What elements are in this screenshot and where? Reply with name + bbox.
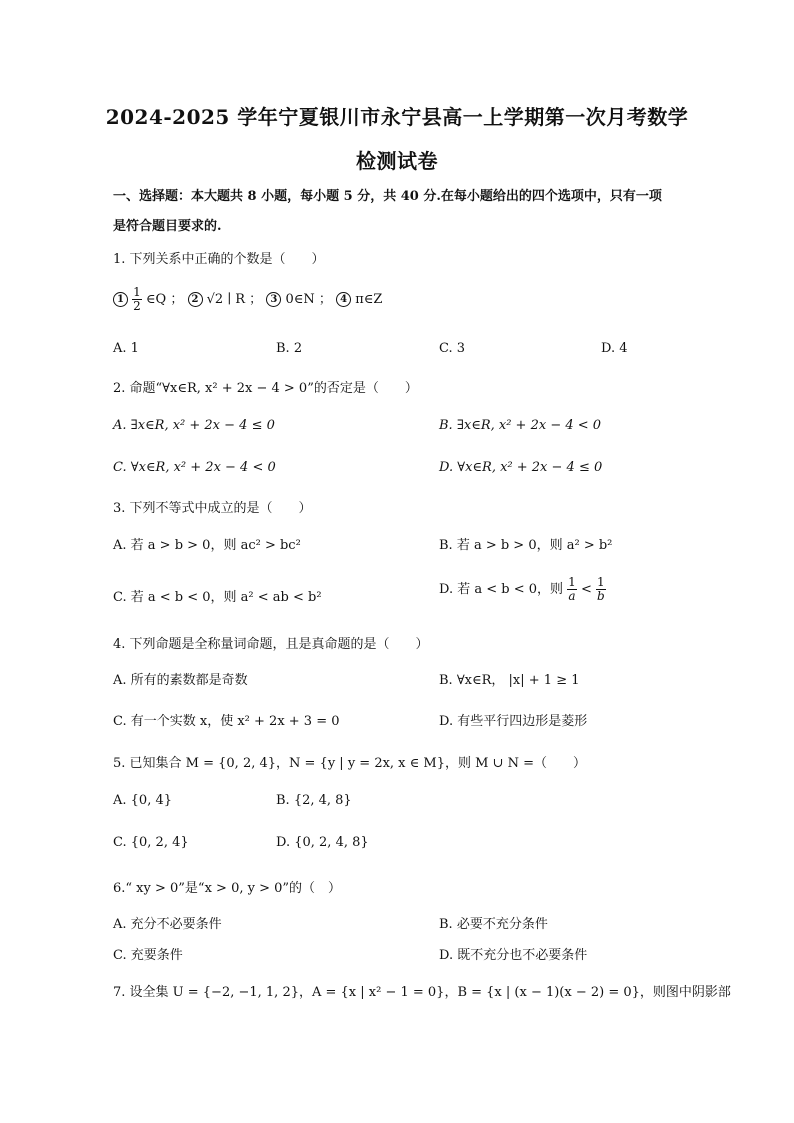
fraction-numerator: 1 (133, 285, 141, 299)
fraction-one-over-a (567, 576, 577, 603)
q4-option-a: A. 所有的素数都是奇数 (113, 673, 248, 688)
q4-option-d: D. 有些平行四边形是菱形 (439, 714, 588, 729)
fraction-numerator: 1 (597, 575, 605, 589)
q3-option-a: A. 若 a > b > 0，则 ac² > bc² (113, 538, 301, 553)
q4-stem: 4. 下列命题是全称量词命题，且是真命题的是（ ） (113, 637, 429, 652)
q1-option-c: C. 3 (439, 341, 466, 356)
q2-option-b: B. ∃x∈R, x² + 2x − 4 < 0 (439, 418, 602, 433)
q1-option-a: A. 1 (113, 341, 139, 356)
q1-item2-relation: √2 ∣ R (206, 292, 246, 308)
q1-item3-relation: 0∈N (285, 292, 315, 308)
exam-title-line2: 检测试卷 (356, 149, 438, 173)
q6-option-d: D. 既不充分也不必要条件 (439, 948, 588, 963)
q1-item1-relation: ∈Q (145, 292, 167, 308)
circled-number-1: 1 (113, 292, 128, 307)
q7-stem: 7. 设全集 U = {−2, −1, 1, 2}，A = {x | x² − 1 = 0}，B = {x | (x − 1)(x − 2) = 0}，则图中阴影部 (113, 985, 731, 1000)
q1-option-b: B. 2 (276, 341, 303, 356)
less-than-sign: < (580, 582, 592, 598)
circled-number-3: 3 (266, 292, 281, 307)
fraction-denominator: a (568, 589, 576, 604)
circled-number-2: 2 (188, 292, 203, 307)
q6-option-b: B. 必要不充分条件 (439, 917, 548, 932)
q2-stem: 2. 命题“∀x∈R, x² + 2x − 4 > 0”的否定是（ ） (113, 381, 418, 396)
q1-item4-relation: π∈Z (355, 292, 383, 308)
q3-option-b: B. 若 a > b > 0，则 a² > b² (439, 538, 613, 553)
q2-option-c: C. ∀x∈R, x² + 2x − 4 < 0 (113, 460, 276, 475)
q6-stem: 6.“ xy > 0”是“x > 0, y > 0”的（ ） (113, 881, 342, 896)
q2-option-d: D. ∀x∈R, x² + 2x − 4 ≤ 0 (439, 460, 603, 475)
q5-option-a: A. {0, 4} (113, 793, 173, 808)
q4-option-b: B. ∀x∈R， |x| + 1 ≥ 1 (439, 673, 580, 688)
separator: ； (170, 292, 184, 308)
fraction-numerator: 1 (568, 575, 576, 589)
q3-stem: 3. 下列不等式中成立的是（ ） (113, 501, 312, 516)
q5-stem: 5. 已知集合 M = {0, 2, 4}，N = {y | y = 2x, x ∈ M}，则 M ∪ N =（ ） (113, 756, 586, 771)
q5-option-b: B. {2, 4, 8} (276, 793, 352, 808)
separator: ； (318, 292, 332, 308)
fraction-denominator: b (596, 589, 605, 604)
q1-stem: 1. 下列关系中正确的个数是（ ） (113, 252, 325, 267)
fraction-half (132, 286, 142, 313)
q5-option-d: D. {0, 2, 4, 8} (276, 835, 369, 850)
q1-option-d: D. 4 (601, 341, 628, 356)
q5-option-c: C. {0, 2, 4} (113, 835, 189, 850)
fraction-one-over-b (596, 576, 606, 603)
separator: ； (249, 292, 263, 308)
q6-option-a: A. 充分不必要条件 (113, 917, 222, 932)
q2-option-a: A. ∃x∈R, x² + 2x − 4 ≤ 0 (113, 418, 275, 433)
fraction-denominator: 2 (133, 299, 141, 314)
q1-items (113, 286, 382, 313)
q3-option-d-prefix: D. 若 a < b < 0，则 (439, 582, 564, 598)
q4-option-c: C. 有一个实数 x，使 x² + 2x + 3 = 0 (113, 714, 340, 729)
q6-option-c: C. 充要条件 (113, 948, 183, 963)
circled-number-4: 4 (336, 292, 351, 307)
section-header-line2: 是符合题目要求的. (113, 219, 222, 234)
section-header-line1: 一、选择题：本大题共 8 小题，每小题 5 分，共 40 分.在每小题给出的四个选项中，只有一项 (113, 189, 662, 204)
q3-option-c: C. 若 a < b < 0，则 a² < ab < b² (113, 590, 322, 605)
q3-option-d (439, 576, 606, 603)
exam-title-line1: 2024-2025 学年宁夏银川市永宁县高一上学期第一次月考数学 (105, 105, 689, 129)
